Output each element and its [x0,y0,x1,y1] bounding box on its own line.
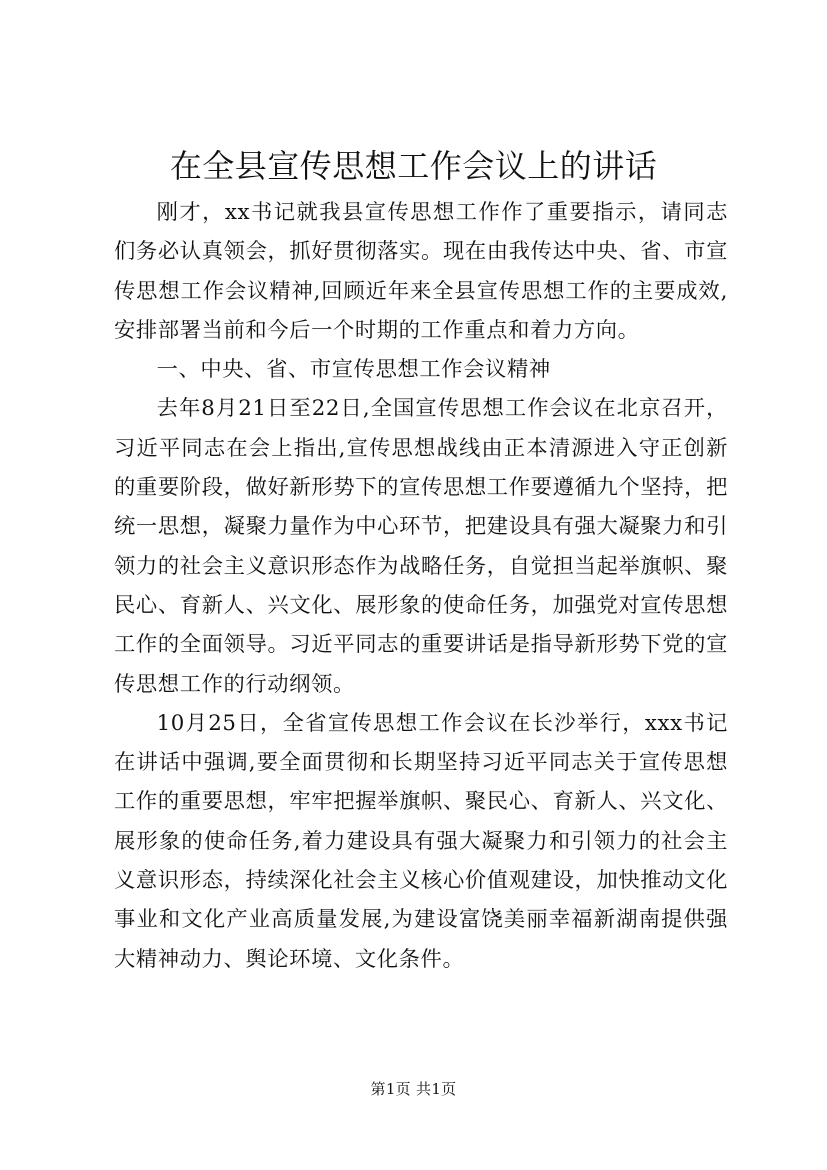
page-title: 在全县宣传思想工作会议上的讲话 [169,147,658,185]
page-number: 第1页 共1页 [370,1080,457,1098]
paragraph-intro: 刚才，xx书记就我县宣传思想工作作了重要指示，请同志们务必认真领会，抓好贯彻落实。现在由我传达中央、省、市宣传思想工作会议精神,回顾近年来全县宣传思想工作的主要成效,安排部署当前和今后一个时期的工作重点和着力方向。 [114,200,728,343]
section-heading: 一、中央、省、市宣传思想工作会议精神 [156,357,551,383]
paragraph-national-meeting: 去年8月21日至22日,全国宣传思想工作会议在北京召开，习近平同志在会上指出,宣传思想战线由正本清源进入守正创新的重要阶段，做好新形势下的宣传思想工作要遵循九个坚持，把统一思想，凝聚力量作为中心环节，把建设具有强大凝聚力和引领力的社会主义意识形态作为战略任务，自觉担当起举旗帜、聚民心、育新人、兴文化、展形象的使命任务，加强党对宣传思想工作的全面领导。习近平同志的重要讲话是指导新形势下党的宣传思想工作的行动纲领。 [114,396,728,697]
document-body [114,193,728,979]
paragraph-provincial-meeting: 10月25日，全省宣传思想工作会议在长沙举行，xxx书记在讲话中强调,要全面贯彻和长期坚持习近平同志关于宣传思想工作的重要思想，牢牢把握举旗帜、聚民心、育新人、兴文化、展形象的使命任务,着力建设具有强大凝聚力和引领力的社会主义意识形态，持续深化社会主义核心价值观建设，加快推动文化事业和文化产业高质量发展,为建设富饶美丽幸福新湖南提供强大精神动力、舆论环境、文化条件。 [114,710,728,972]
